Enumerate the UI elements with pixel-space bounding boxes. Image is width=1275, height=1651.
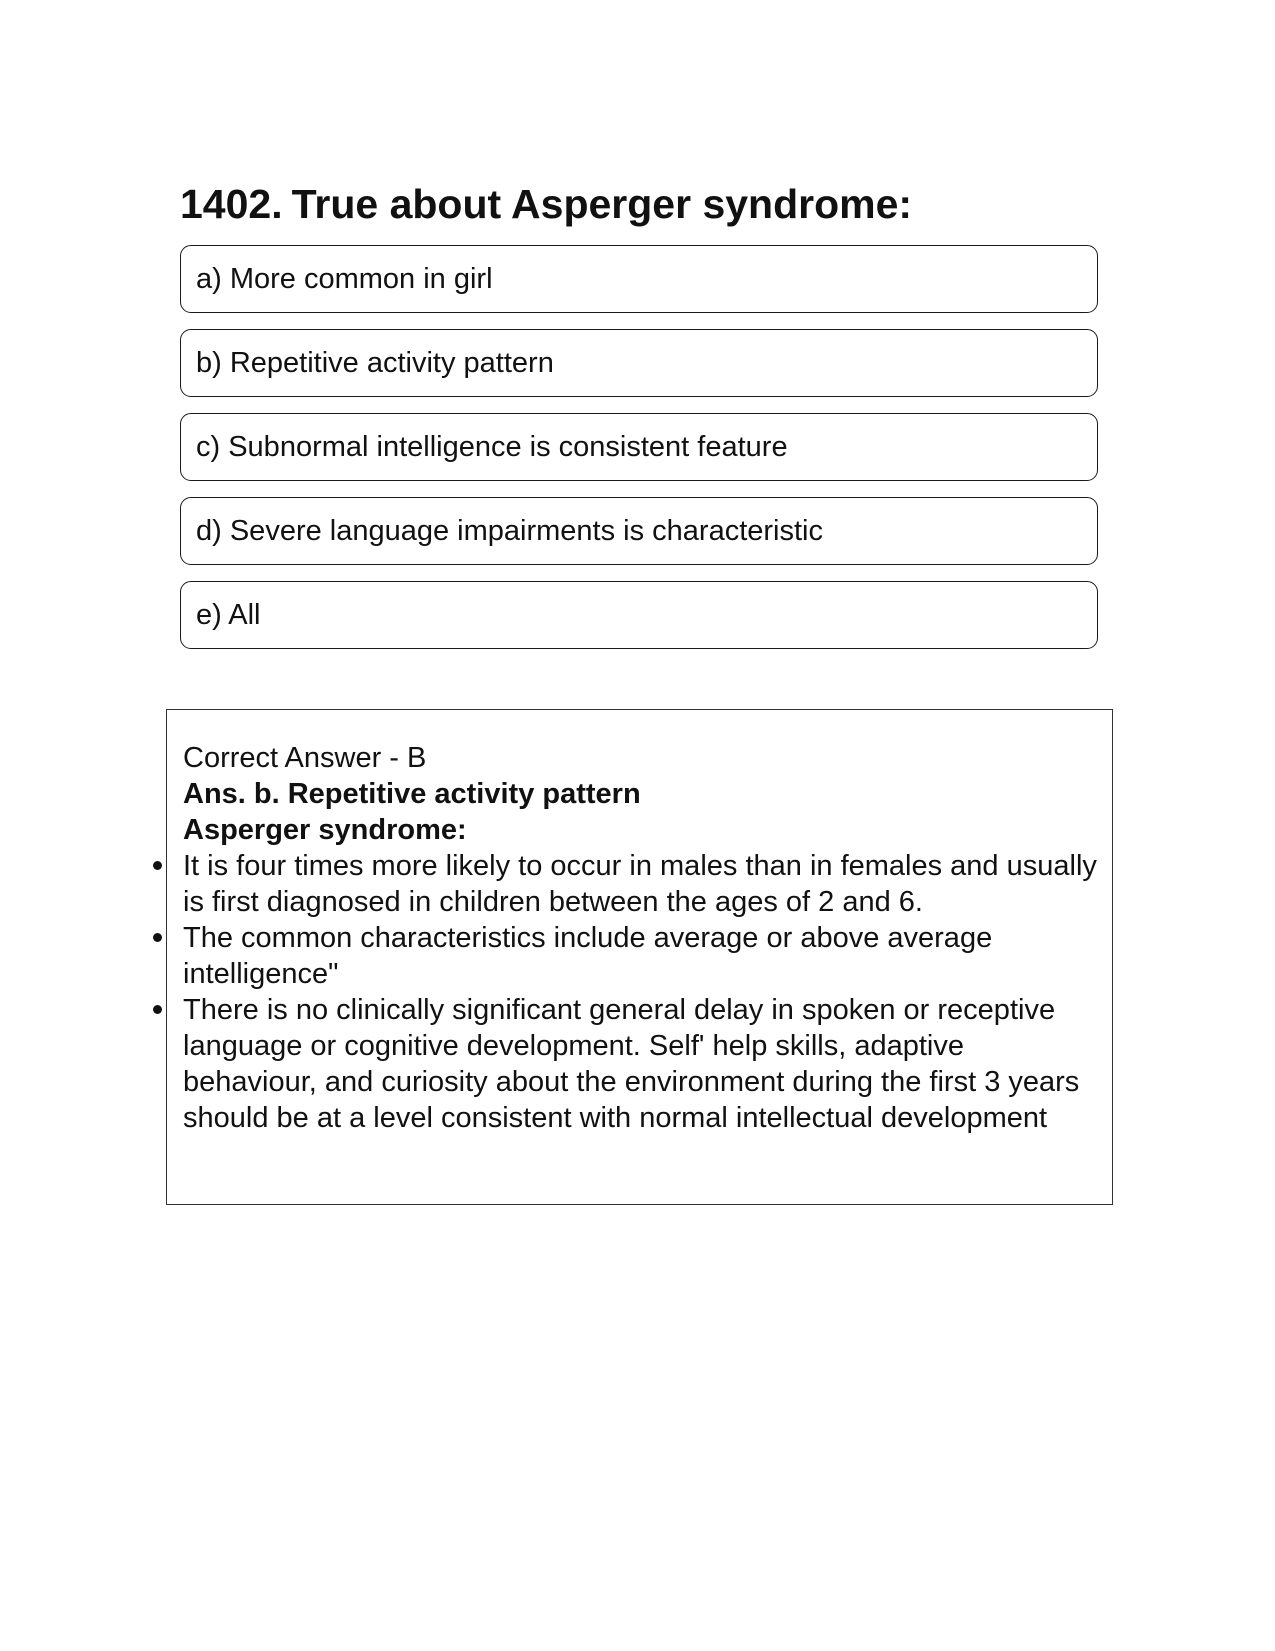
- bullet-icon: [153, 861, 162, 870]
- options-list: [180, 245, 1098, 665]
- answer-explanation-box: [166, 709, 1113, 1205]
- bullet-text: It is four times more likely to occur in males than in females and usually is first diagnosed in children between the ages of 2 and 6.: [183, 850, 1097, 918]
- list-item: [183, 992, 1102, 1136]
- option-e[interactable]: e) All: [180, 581, 1098, 649]
- answer-subheading: Asperger syndrome:: [183, 814, 467, 846]
- option-d[interactable]: d) Severe language impairments is characteristic: [180, 497, 1098, 565]
- answer-heading: Ans. b. Repetitive activity pattern: [183, 778, 641, 810]
- list-item: [183, 920, 1102, 992]
- bullet-icon: [153, 933, 162, 942]
- list-item: [183, 848, 1102, 920]
- bullet-text: The common characteristics include average or above average intelligence": [183, 922, 993, 990]
- option-b[interactable]: b) Repetitive activity pattern: [180, 329, 1098, 397]
- correct-answer-text: Correct Answer - B: [183, 742, 427, 774]
- option-a[interactable]: a) More common in girl: [180, 245, 1098, 313]
- option-c[interactable]: c) Subnormal intelligence is consistent feature: [180, 413, 1098, 481]
- question-number: 1402.: [180, 181, 283, 227]
- bullet-text: There is no clinically significant general delay in spoken or receptive language or cognitive development. Self' help skills, adaptive behaviour, and curiosity about the environment during the first 3 years should be at a level consistent with normal intellectual development: [183, 994, 1080, 1134]
- bullet-icon: [153, 1005, 162, 1014]
- question-title: [180, 178, 912, 230]
- question-text: True about Asperger syndrome:: [291, 181, 913, 227]
- explanation-bullet-list: [183, 848, 1102, 1136]
